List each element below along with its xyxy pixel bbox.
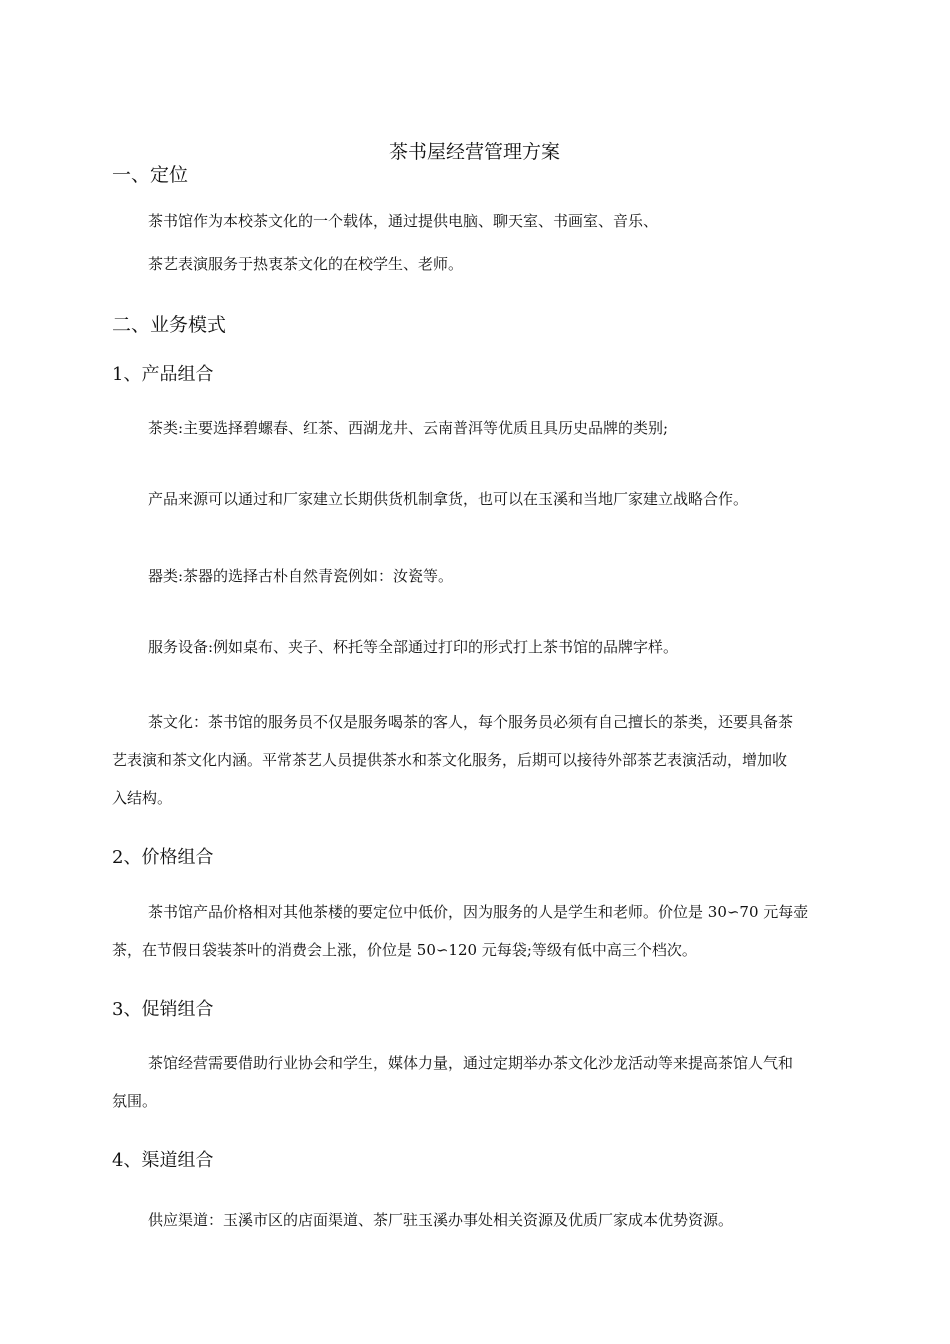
document-title: 茶书屋经营管理方案 bbox=[389, 141, 561, 163]
paragraph-line: 茶文化：茶书馆的服务员不仅是服务喝茶的客人，每个服务员必须有自己擅长的茶类，还要具备茶 bbox=[148, 713, 794, 731]
paragraph-line: 茶馆经营需要借助行业协会和学生，媒体力量，通过定期举办茶文化沙龙活动等来提高茶馆人气和 bbox=[148, 1054, 794, 1072]
section-heading-positioning: 一、定位 bbox=[112, 164, 189, 186]
subsection-heading-channel: 4、渠道组合 bbox=[112, 1150, 214, 1171]
paragraph-line: 艺表演和茶文化内涵。平常茶艺人员提供茶水和茶文化服务，后期可以接待外部茶艺表演活动，增加收 bbox=[112, 751, 788, 769]
paragraph-line: 茶书馆产品价格相对其他茶楼的要定位中低价，因为服务的人是学生和老师。价位是 30∽70 元每壶 bbox=[148, 903, 809, 921]
subsection-heading-product: 1、产品组合 bbox=[112, 364, 214, 385]
paragraph-line: 氛围。 bbox=[112, 1092, 158, 1110]
paragraph-service-equipment: 服务设备:例如桌布、夹子、杯托等全部通过打印的形式打上茶书馆的品牌字样。 bbox=[148, 638, 679, 656]
paragraph-line: 茶艺表演服务于热衷茶文化的在校学生、老师。 bbox=[148, 255, 464, 273]
paragraph-line: 茶，在节假日袋装茶叶的消费会上涨，价位是 50∽120 元每袋;等级有低中高三个档次。 bbox=[112, 941, 697, 959]
paragraph-product-source: 产品来源可以通过和厂家建立长期供货机制拿货，也可以在玉溪和当地厂家建立战略合作。 bbox=[148, 490, 749, 508]
paragraph-tea-types: 茶类:主要选择碧螺春、红茶、西湖龙井、云南普洱等优质且具历史品牌的类别; bbox=[148, 419, 669, 437]
section-heading-business-model: 二、业务模式 bbox=[112, 314, 227, 336]
subsection-heading-price: 2、价格组合 bbox=[112, 847, 214, 868]
paragraph-tea-ware: 器类:茶器的选择古朴自然青瓷例如：汝瓷等。 bbox=[148, 567, 454, 585]
paragraph-line: 供应渠道：玉溪市区的店面渠道、茶厂驻玉溪办事处相关资源及优质厂家成本优势资源。 bbox=[148, 1211, 734, 1229]
paragraph-line: 茶书馆作为本校茶文化的一个载体，通过提供电脑、聊天室、书画室、音乐、 bbox=[148, 212, 659, 230]
subsection-heading-promotion: 3、促销组合 bbox=[112, 999, 214, 1020]
paragraph-line: 入结构。 bbox=[112, 789, 173, 807]
